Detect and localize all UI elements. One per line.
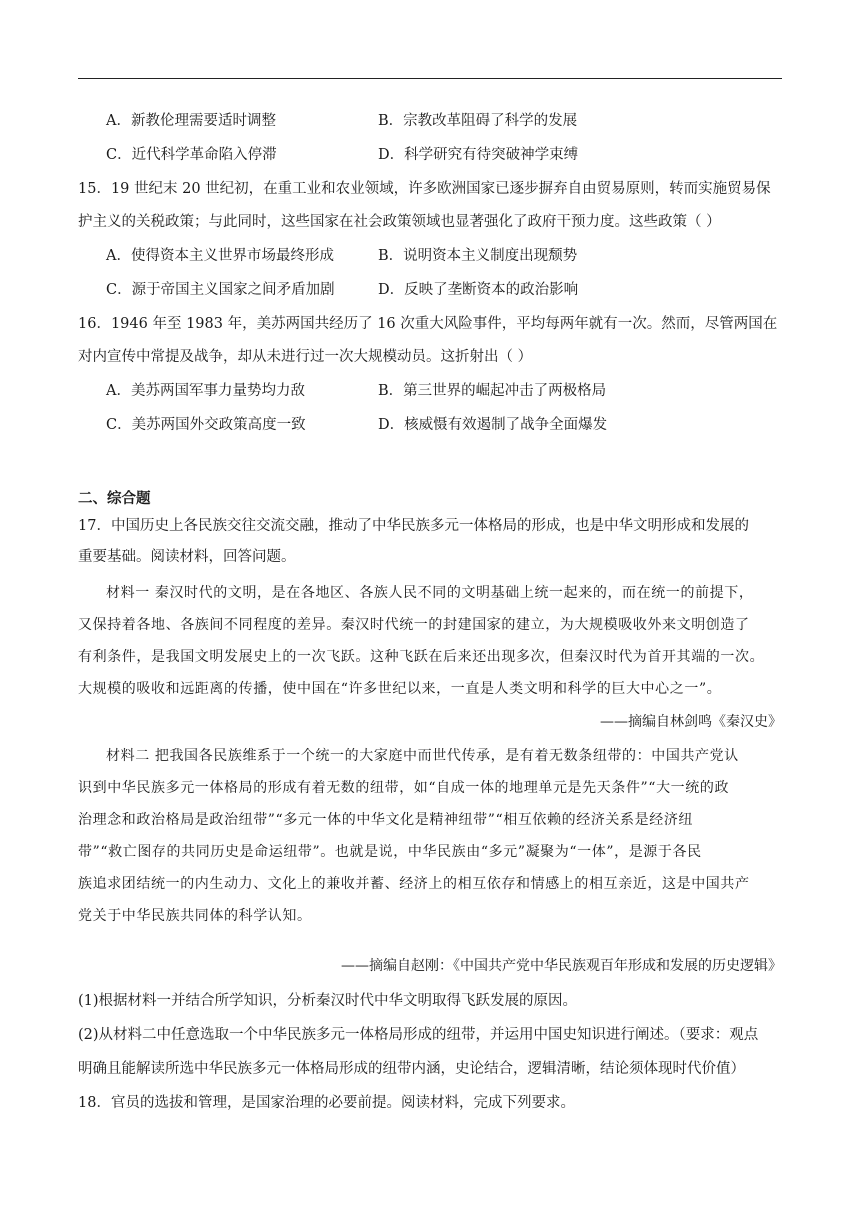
q14-option-c: C．近代科学革命陷入停滞 — [106, 147, 277, 163]
q16-stem-line-1: 16．1946 年至 1983 年，美苏两国共经历了 16 次重大风险事件，平均每两年就有一次。然而，尽管两国在 — [78, 316, 778, 332]
section-2-title: 二、综合题 — [78, 491, 151, 507]
q17-stem-line-1: 17．中国历史上各民族交往交流交融，推动了中华民族多元一体格局的形成，也是中华文明形成和发展的 — [78, 518, 749, 534]
q16-stem-line-2: 对内宣传中常提及战争，却从未进行过一次大规模动员。这折射出（ ） — [78, 349, 533, 365]
header-rule — [78, 78, 782, 79]
material-1-line: 材料一 秦汉时代的文明，是在各地区、各族人民不同的文明基础上统一起来的，而在统一的前提下， — [106, 585, 754, 601]
q16-option-b: B．第三世界的崛起冲击了两极格局 — [378, 383, 607, 399]
material-2-line: 材料二 把我国各民族维系于一个统一的大家庭中而世代传承，是有着无数条纽带的：中国共产党认 — [106, 748, 739, 764]
q14-option-b: B．宗教改革阻碍了科学的发展 — [378, 113, 578, 129]
q16-option-d: D．核威慑有效遏制了战争全面爆发 — [378, 417, 608, 433]
material-2-line: 族追求团结统一的内生动力、文化上的兼收并蓄、经济上的相互依存和情感上的相互亲近，这是中国共产 — [78, 876, 750, 892]
q17-subquestion-2-line-1: (2)从材料二中任意选取一个中华民族多元一体格局形成的纽带，并运用中国史知识进行阐述。（要求：观点 — [78, 1027, 759, 1043]
q16-option-a: A．美苏两国军事力量势均力敌 — [106, 383, 305, 399]
material-2-line: 带”“救亡图存的共同历史是命运纽带”。也就是说，中华民族由“多元”凝聚为“一体”，是源于各民 — [78, 844, 702, 860]
q15-option-b: B．说明资本主义制度出现颓势 — [378, 248, 578, 264]
material-1-source: ——摘编自林剑鸣《秦汉史》 — [600, 714, 782, 730]
q15-option-d: D．反映了垄断资本的政治影响 — [378, 282, 579, 298]
q15-stem-line-1: 15．19 世纪末 20 世纪初，在重工业和农业领域，许多欧洲国家已逐步摒弃自由贸易原则，转而实施贸易保 — [78, 181, 771, 197]
material-1-line: 大规模的吸收和远距离的传播，使中国在“许多世纪以来，一直是人类文明和科学的巨大中心之一”。 — [78, 681, 722, 697]
q17-stem-line-2: 重要基础。阅读材料，回答问题。 — [78, 549, 296, 565]
q17-subquestion-1: (1)根据材料一并结合所学知识，分析秦汉时代中华文明取得飞跃发展的原因。 — [78, 993, 578, 1009]
material-2-line: 党关于中华民族共同体的科学认知。 — [78, 908, 312, 924]
q16-option-c: C．美苏两国外交政策高度一致 — [106, 417, 306, 433]
material-2-line: 识到中华民族多元一体格局的形成有着无数的纽带，如“自成一体的地理单元是先天条件”“大一统的政 — [78, 780, 730, 796]
q14-option-d: D．科学研究有待突破神学束缚 — [378, 147, 579, 163]
q17-subquestion-2-line-2: 明确且能解读所选中华民族多元一体格局形成的纽带内涵，史论结合，逻辑清晰，结论须体现时代价值） — [78, 1061, 745, 1077]
q18-stem-line-1: 18．官员的选拔和管理，是国家治理的必要前提。阅读材料，完成下列要求。 — [78, 1095, 575, 1111]
material-2-line: 治理念和政治格局是政治纽带”“多元一体的中华文化是精神纽带”“相互依赖的经济关系是经济纽 — [78, 812, 694, 828]
q14-option-a: A．新教伦理需要适时调整 — [106, 113, 276, 129]
material-1-line: 有利条件，是我国文明发展史上的一次飞跃。这种飞跃在后来还出现多次，但秦汉时代为首开其端的一次。 — [78, 649, 765, 665]
q15-option-c: C．源于帝国主义国家之间矛盾加剧 — [106, 282, 335, 298]
q15-stem-line-2: 护主义的关税政策；与此同时，这些国家在社会政策领域也显著强化了政府干预力度。这些政策（ ） — [78, 214, 721, 230]
q15-option-a: A．使得资本主义世界市场最终形成 — [106, 248, 334, 264]
material-1-line: 又保持着各地、各族间不同程度的差异。秦汉时代统一的封建国家的建立，为大规模吸收外来文明创造了 — [78, 617, 750, 633]
material-2-source: ——摘编自赵刚：《中国共产党中华民族观百年形成和发展的历史逻辑》 — [341, 958, 782, 974]
